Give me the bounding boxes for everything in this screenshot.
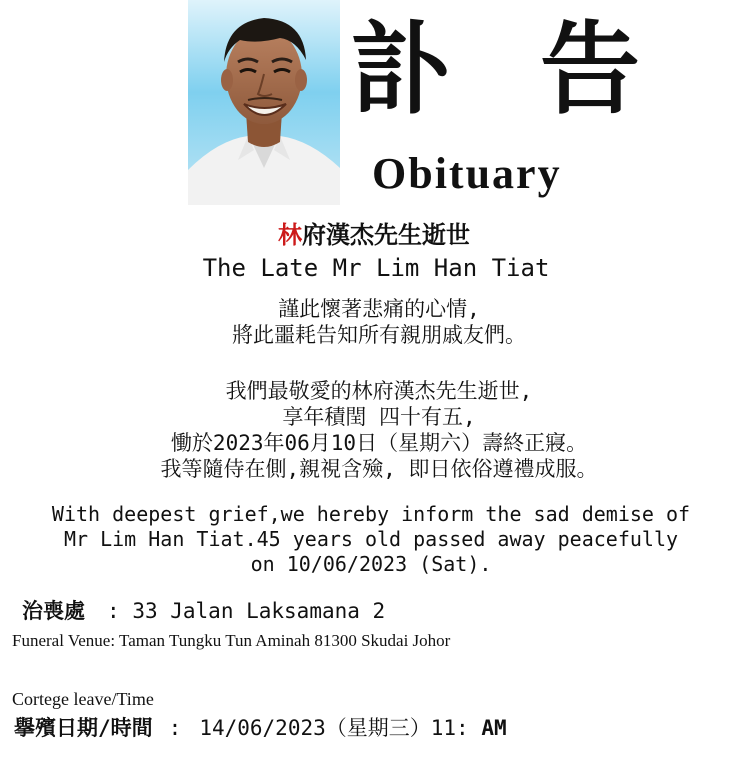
funeral-venue-address: 33 Jalan Laksamana 2	[132, 599, 386, 623]
obituary-title-cn	[350, 2, 640, 137]
funeral-venue-colon: :	[107, 599, 120, 623]
funeral-venue-label-cn: 治喪處	[22, 599, 85, 623]
cortege-label-cn: 擧殯日期/時間	[14, 716, 153, 740]
message-cn-line: 慟於2023年06月10日（星期六）壽終正寢。	[170, 431, 588, 455]
message-cn-line: 謹此懷著悲痛的心情,	[278, 297, 480, 321]
funeral-venue-line	[22, 596, 385, 626]
title-cn-char-2: 告	[540, 10, 640, 128]
cortege-line	[14, 712, 507, 744]
message-cn-line: 享年積閏 四十有五,	[282, 405, 476, 429]
message-en-line: on 10/06/2023 (Sat).	[250, 552, 492, 576]
cortege-date: 14/06/2023（星期三）11:	[199, 716, 482, 740]
title-cn-char-1: 訃	[350, 10, 450, 128]
message-cn-line: 將此噩耗告知所有親朋戚友們。	[232, 323, 526, 347]
message-en	[0, 502, 738, 577]
cortege-colon: :	[168, 716, 182, 740]
message-cn-details	[0, 378, 738, 482]
portrait-photo	[188, 0, 340, 205]
message-en-line: Mr Lim Han Tiat.45 years old passed away peacefully	[63, 527, 679, 551]
deceased-name-cn	[0, 218, 738, 252]
message-cn-line: 我等隨侍在側,親視含殮, 即日依俗遵禮成服。	[160, 457, 598, 481]
deceased-name-en: The Late Mr Lim Han Tiat	[202, 254, 550, 282]
message-cn-intro	[0, 296, 738, 348]
funeral-venue-en: Funeral Venue: Taman Tungku Tun Aminah 81300 Skudai Johor	[12, 631, 451, 650]
deceased-name-cn-rest: 府漢杰先生逝世	[302, 220, 470, 249]
message-en-line: With deepest grief,we hereby inform the sad demise of	[51, 502, 691, 526]
cortege-label-en: Cortege leave/Time	[12, 689, 154, 709]
cortege-time-suffix: AM	[481, 716, 507, 740]
portrait-icon	[188, 0, 340, 205]
deceased-surname-cn: 林	[278, 220, 302, 249]
obituary-title-en: Obituary	[372, 149, 562, 198]
message-cn-line: 我們最敬愛的林府漢杰先生逝世,	[225, 379, 533, 403]
